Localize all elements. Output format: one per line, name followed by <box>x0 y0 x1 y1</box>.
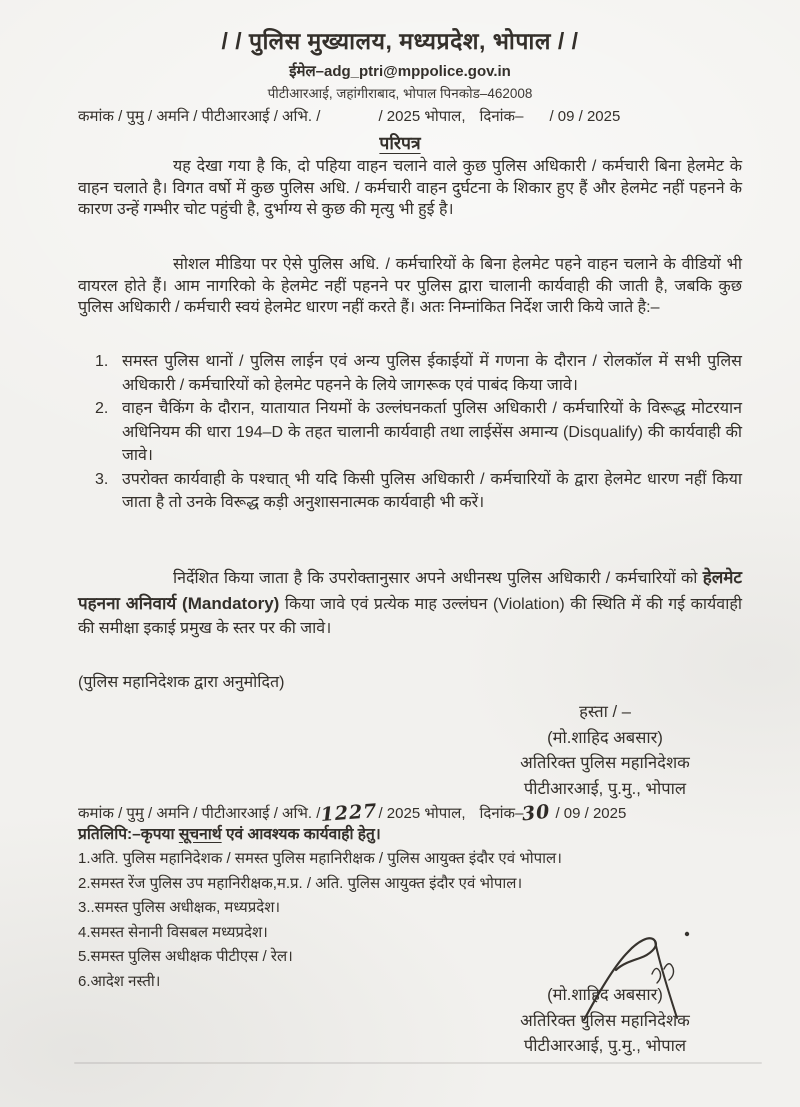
signatory-name: (मो.शाहिद अबसार) <box>547 986 663 1004</box>
handwritten-day: 30 <box>521 800 552 826</box>
directive-number: 1. <box>95 353 109 370</box>
copy-item: 5.समस्त पुलिस अधीक्षक पीटीएस / रेल। <box>78 948 293 966</box>
paragraph-1: यह देखा गया है कि, दो पहिया वाहन चलाने वाले कुछ पुलिस अधिकारी / कर्मचारी बिना हेलमेट के वाहन चलाते है। विगत वर्षो में कुछ पुलिस अधि. / कर्मचारी वाहन दुर्घटना के शिकार हुए हैं और हेलमेट नहीं पहनने के कारण उन्हें गम्भीर चोट पहुंची है, दुर्भाग्य से कुछ की मृत्यु भी हुई है। <box>78 158 742 218</box>
address-line: पीटीआरआई, जहांगीराबाद, भोपाल पिनकोड–462008 <box>267 86 533 101</box>
copies-heading <box>78 822 381 844</box>
document-type-heading: परिपत्र <box>379 133 421 153</box>
directive-text: उपरोक्त कार्यवाही के पश्चात् भी यदि किसी पुलिस अधिकारी / कर्मचारियों के द्वारा हेलमेट धारण नहीं किया जाता है तो उनके विरूद्ध कड़ी अनुशासनात्मक कार्यवाही भी करें। <box>122 470 742 511</box>
reference-prefix: कमांक / पुमु / अमनि / पीटीआरआई / अभि. / <box>78 805 321 822</box>
paragraph-3-text: निर्देशित किया जाता है कि उपरोक्तानुसार अपने अधीनस्थ पुलिस अधिकारी / कर्मचारियों को <box>173 570 703 587</box>
directive-number: 3. <box>95 470 109 488</box>
copy-item: 2.समस्त रेंज पुलिस उप महानिरीक्षक,म.प्र. / अति. पुलिस आयुक्त इंदौर एवं भोपाल। <box>78 874 523 892</box>
email-line <box>0 61 800 81</box>
signatory-office: पीटीआरआई, पु.मु., भोपाल <box>523 779 687 798</box>
copies-heading-text-after: एवं आवश्यक कार्यवाही हेतु। <box>221 826 381 843</box>
signature-block-bottom <box>460 983 750 1060</box>
date-label: दिनांक– <box>479 805 524 822</box>
directive-text: समस्त पुलिस थानों / पुलिस लाईन एवं अन्य पुलिस ईकाईयों में गणना के दौरान / रोलकॉल में सभी पुलिस अधिकारी / कर्मचारियों को हेलमेट पहनने के लिये जागरूक एवं पाबंद किया जावे। <box>122 353 742 394</box>
copy-item: 4.समस्त सेनानी विसबल मध्यप्रदेश। <box>78 923 268 941</box>
signatory-office: पीटीआरआई, पु.मु., भोपाल <box>523 1037 687 1055</box>
copy-item: 1.अति. पुलिस महानिदेशक / समस्त पुलिस महानिरीक्षक / पुलिस आयुक्त इंदौर एवं भोपाल। <box>78 850 562 867</box>
paper-crease <box>74 1062 762 1064</box>
directive-text: वाहन चैकिंग के दौरान, यातायात नियमों के उल्लंघनकर्ता पुलिस अधिकारी / कर्मचारियों के विरूद्ध मोटरयान अधिनियम की धारा 194–D के तहत चालानी कार्यवाही तथा लाईसेंस अमान्य (Disqualify) की कार्यवाही की जावे। <box>122 400 742 464</box>
copies-heading-underlined: सूचनार्थ <box>178 826 222 843</box>
copies-heading-text: प्रतिलिपि:–कृपया <box>78 826 179 843</box>
signature-block-top <box>460 700 750 802</box>
email-address: adg_ptri@mppolice.gov.in <box>323 63 511 80</box>
signatory-name: (मो.शाहिद अबसार) <box>547 728 663 747</box>
copy-item: 3..समस्त पुलिस अधीक्षक, मध्यप्रदेश। <box>78 899 281 917</box>
reference-line-top <box>78 106 744 126</box>
signatory-designation: अतिरिक्त पुलिस महानिदेशक <box>520 1011 690 1030</box>
handwritten-reference-number: 1227 <box>320 800 379 826</box>
signed-label: हस्ता / – <box>579 703 631 721</box>
paragraph-3-text-after: किया जावे एवं प्रत्येक माह उल्लंघन (Violation) की स्थिति में की गई कार्यवाही की समीक्षा इकाई प्रमुख के स्तर पर की जावे। <box>78 595 742 637</box>
mandatory-emphasis: हेलमेट पहनना अनिवार्य (Mandatory) <box>78 568 742 613</box>
directive-item-1 <box>78 350 742 397</box>
signatory-designation: अतिरिक्त पुलिस महानिदेशक <box>520 754 690 772</box>
directive-item-2 <box>78 397 742 468</box>
date-suffix: / 09 / 2025 <box>549 108 621 125</box>
approval-note: (पुलिस महानिदेशक द्वारा अनुमोदित) <box>78 674 285 691</box>
reference-year-city: / 2025 भोपाल, <box>378 108 466 125</box>
reference-prefix: कमांक / पुमु / अमनि / पीटीआरआई / अभि. / <box>78 108 321 125</box>
paragraph-3 <box>78 566 742 642</box>
reference-line-bottom <box>78 800 744 826</box>
copy-item: 6.आदेश नस्ती। <box>78 972 161 990</box>
directive-item-3 <box>78 468 742 515</box>
email-label: ईमेल– <box>289 63 324 80</box>
reference-year-city: / 2025 भोपाल, <box>378 805 466 822</box>
directive-number: 2. <box>95 400 109 417</box>
directives-list <box>78 350 742 515</box>
letterhead-title: / / पुलिस मुख्यालय, मध्यप्रदेश, भोपाल / / <box>221 28 579 54</box>
date-suffix: / 09 / 2025 <box>555 805 627 822</box>
paragraph-2: सोशल मीडिया पर ऐसे पुलिस अधि. / कर्मचारियों के बिना हेलमेट पहने वाहन चलाने के वीडियों भी वायरल होते हैं। आम नागरिको के हेलमेट नहीं पहनने पर पुलिस द्वारा चालानी कार्यवाही की जाती है, जबकि कुछ पुलिस अधिकारी / कर्मचारी स्वयं हेलमेट धारण नहीं करते हैं। अतः निम्नांकित निर्देश जारी किये जाते है:– <box>78 256 742 316</box>
date-label: दिनांक– <box>479 108 524 125</box>
